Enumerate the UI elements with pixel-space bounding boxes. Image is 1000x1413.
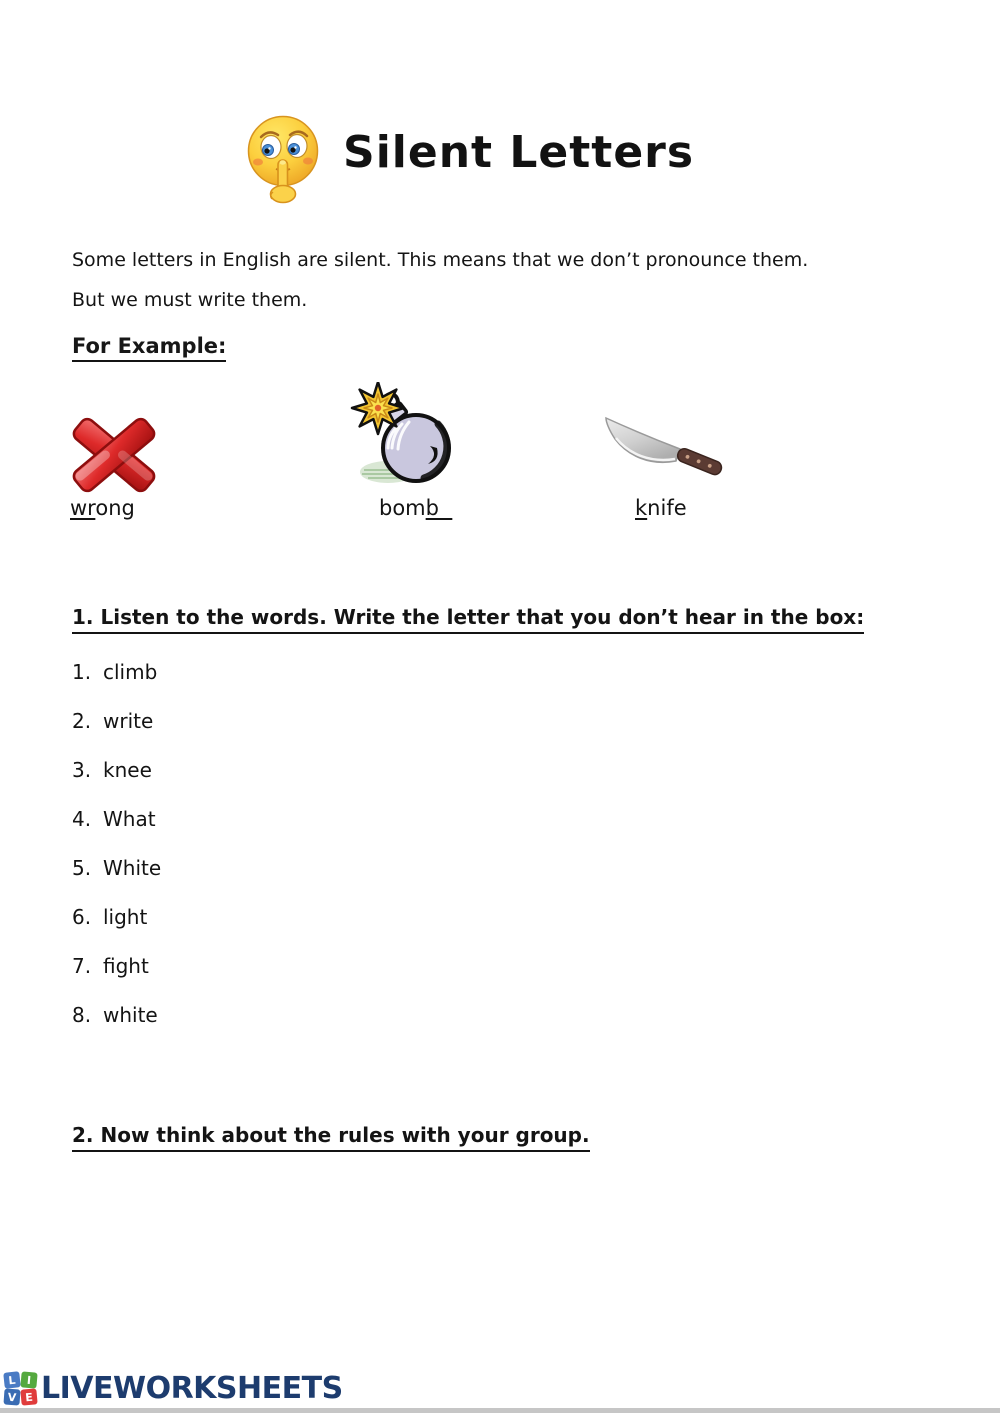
bomb-image [350,382,464,496]
item-word: knee [103,757,152,782]
item-number: 1. [72,659,92,684]
item-word: light [103,904,148,929]
list-item [72,709,161,732]
item-number: 8. [72,1002,92,1027]
logo-tile-l: L [3,1371,21,1389]
example-word-bomb [379,496,452,520]
item-number: 4. [72,806,92,831]
example-word-knife [635,496,687,520]
list-item [72,807,161,830]
logo-tile-i: I [20,1371,37,1388]
exercise1-heading: 1. Listen to the words. Write the letter that you don’t hear in the box: [72,605,864,634]
item-word: What [103,806,156,831]
for-example-heading: For Example: [72,334,226,362]
knife-image [596,406,730,494]
word-post: nife [647,496,687,520]
item-number: 3. [72,757,92,782]
word-post: ong [95,496,135,520]
logo-tile-e: E [20,1388,37,1405]
page-bottom-border [0,1408,1000,1413]
item-number: 2. [72,708,92,733]
intro-line-1: Some letters in English are silent. This means that we don’t pronounce them. [72,249,809,271]
example-word-wrong [70,496,135,520]
item-word: white [103,1002,158,1027]
list-item [72,954,161,977]
page-title: Silent Letters [343,127,695,178]
red-x-mark-image [64,410,164,500]
intro-paragraph [72,240,808,320]
item-word: fight [103,953,149,978]
word-silent-letter: k [635,496,648,520]
item-word: climb [103,659,158,684]
item-word: White [103,855,162,880]
intro-line-2: But we must write them. [72,289,308,311]
list-item [72,758,161,781]
list-item [72,905,161,928]
logo-tile-v: V [3,1388,20,1405]
liveworksheets-logo-text: LIVEWORKSHEETS [41,1371,343,1406]
word-silent-letter: b [425,496,453,520]
shushing-face-emoji-icon [246,110,322,204]
item-number: 5. [72,855,92,880]
exercise1-word-list [72,660,161,1052]
word-silent-letter: wr [70,496,96,520]
list-item [72,856,161,879]
word-pre: bom [379,496,426,520]
liveworksheets-logo-icon [4,1372,38,1406]
item-number: 6. [72,904,92,929]
liveworksheets-logo[interactable] [4,1371,343,1406]
list-item [72,660,161,683]
exercise2-heading: 2. Now think about the rules with your group. [72,1123,590,1152]
item-word: write [103,708,154,733]
item-number: 7. [72,953,92,978]
list-item [72,1003,161,1026]
